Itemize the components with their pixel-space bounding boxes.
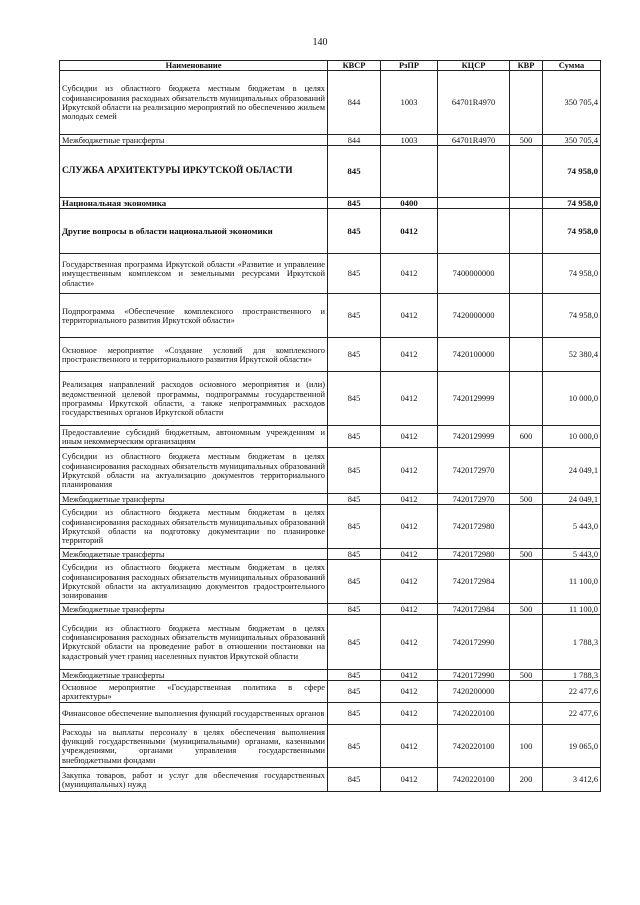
row-kvsr: 845 <box>328 725 381 768</box>
row-kcsr: 7420172980 <box>438 505 510 549</box>
row-sum: 10 000,0 <box>543 426 601 448</box>
row-sum: 10 000,0 <box>543 372 601 426</box>
row-rzpr: 0412 <box>381 560 438 604</box>
row-name: Субсидии из областного бюджета местным бюджетам в целях софинансирования расходных обязательств муниципальных образований Иркутской области на актуализацию документов территориального планирования <box>60 448 328 494</box>
row-kvr <box>510 448 543 494</box>
table-row <box>60 670 601 681</box>
table-row <box>60 71 601 135</box>
row-kvr <box>510 615 543 670</box>
row-sum: 74 958,0 <box>543 209 601 254</box>
page-number: 140 <box>312 37 328 48</box>
row-kvsr: 845 <box>328 703 381 725</box>
row-rzpr: 0412 <box>381 338 438 372</box>
row-sum: 5 443,0 <box>543 549 601 560</box>
row-kvr <box>510 703 543 725</box>
row-kvsr: 845 <box>328 615 381 670</box>
row-sum: 1 788,3 <box>543 615 601 670</box>
row-sum: 19 065,0 <box>543 725 601 768</box>
row-kcsr: 7420200000 <box>438 681 510 703</box>
table-row <box>60 615 601 670</box>
row-sum: 3 412,6 <box>543 768 601 792</box>
row-kvsr: 845 <box>328 209 381 254</box>
table-row <box>60 372 601 426</box>
row-name: Субсидии из областного бюджета местным бюджетам в целях софинансирования расходных обязательств муниципальных образований Иркутской области на подготовку документации по планировке территорий <box>60 505 328 549</box>
row-kcsr: 7420220100 <box>438 725 510 768</box>
row-kvr <box>510 198 543 209</box>
row-name: Межбюджетные трансферты <box>60 135 328 146</box>
row-kvr: 500 <box>510 670 543 681</box>
header-kvr: КВР <box>510 61 543 71</box>
row-rzpr: 0412 <box>381 703 438 725</box>
row-kvr <box>510 71 543 135</box>
row-rzpr: 0412 <box>381 681 438 703</box>
table-row <box>60 549 601 560</box>
row-kvr <box>510 209 543 254</box>
row-kvsr: 845 <box>328 604 381 615</box>
row-kcsr <box>438 146 510 198</box>
row-kvsr: 845 <box>328 372 381 426</box>
table-row <box>60 209 601 254</box>
row-rzpr: 1003 <box>381 135 438 146</box>
row-sum: 74 958,0 <box>543 146 601 198</box>
row-kcsr: 7420172990 <box>438 670 510 681</box>
table-row <box>60 294 601 338</box>
table-row <box>60 604 601 615</box>
row-rzpr: 0412 <box>381 604 438 615</box>
row-sum: 52 380,4 <box>543 338 601 372</box>
row-kcsr: 7420100000 <box>438 338 510 372</box>
table-row <box>60 338 601 372</box>
row-kvsr: 845 <box>328 294 381 338</box>
row-kvr: 200 <box>510 768 543 792</box>
header-kvsr: КВСР <box>328 61 381 71</box>
header-rzpr: РзПР <box>381 61 438 71</box>
row-name: СЛУЖБА АРХИТЕКТУРЫ ИРКУТСКОЙ ОБЛАСТИ <box>60 146 328 198</box>
row-kcsr: 7420220100 <box>438 768 510 792</box>
table-row <box>60 703 601 725</box>
row-kvsr: 845 <box>328 494 381 505</box>
table-row <box>60 198 601 209</box>
row-rzpr: 0412 <box>381 768 438 792</box>
row-name: Национальная экономика <box>60 198 328 209</box>
row-sum: 24 049,1 <box>543 448 601 494</box>
row-sum: 74 958,0 <box>543 254 601 294</box>
row-name: Подпрограмма «Обеспечение комплексного пространственного и территориального развития Иркутской области» <box>60 294 328 338</box>
row-name: Основное мероприятие «Государственная политика в сфере архитектуры» <box>60 681 328 703</box>
row-kcsr: 7420172980 <box>438 549 510 560</box>
row-sum: 74 958,0 <box>543 294 601 338</box>
row-rzpr: 0412 <box>381 615 438 670</box>
row-kvsr: 845 <box>328 560 381 604</box>
row-name: Реализация направлений расходов основного мероприятия и (или) ведомственной целевой программы, подпрограммы государственной программы Иркутской области, а также непрограммных расходов государственных органов Иркутской области <box>60 372 328 426</box>
table-row <box>60 505 601 549</box>
row-kcsr: 7420000000 <box>438 294 510 338</box>
table-row <box>60 725 601 768</box>
header-kcsr: КЦСР <box>438 61 510 71</box>
row-kcsr: 64701R4970 <box>438 135 510 146</box>
row-name: Финансовое обеспечение выполнения функций государственных органов <box>60 703 328 725</box>
row-kcsr: 7420129999 <box>438 426 510 448</box>
row-rzpr: 0412 <box>381 448 438 494</box>
row-kvr: 500 <box>510 549 543 560</box>
row-sum: 5 443,0 <box>543 505 601 549</box>
row-kvsr: 845 <box>328 681 381 703</box>
row-rzpr: 0412 <box>381 505 438 549</box>
table-row <box>60 135 601 146</box>
row-name: Субсидии из областного бюджета местным бюджетам в целях софинансирования расходных обязательств муниципальных образований Иркутской области на актуализацию документов градостроительного зонирования <box>60 560 328 604</box>
row-kvsr: 845 <box>328 768 381 792</box>
row-name: Предоставление субсидий бюджетным, автономным учреждениям и иным некоммерческим организациям <box>60 426 328 448</box>
row-rzpr: 0412 <box>381 494 438 505</box>
row-kvsr: 845 <box>328 254 381 294</box>
row-rzpr: 0412 <box>381 372 438 426</box>
row-kvsr: 845 <box>328 505 381 549</box>
row-sum: 350 705,4 <box>543 71 601 135</box>
row-kvsr: 845 <box>328 549 381 560</box>
row-rzpr <box>381 146 438 198</box>
table-row <box>60 681 601 703</box>
row-kcsr: 7420172970 <box>438 494 510 505</box>
row-name: Субсидии из областного бюджета местным бюджетам в целях софинансирования расходных обязательств муниципальных образований Иркутской области на проведение работ в отношении постановки на кадастровый учет границ населенных пунктов Иркутской области <box>60 615 328 670</box>
table-row <box>60 254 601 294</box>
row-kcsr: 7420172970 <box>438 448 510 494</box>
table-row <box>60 426 601 448</box>
row-name: Государственная программа Иркутской области «Развитие и управление имущественным комплексом и земельными ресурсами Иркутской области» <box>60 254 328 294</box>
row-kvr <box>510 681 543 703</box>
row-sum: 22 477,6 <box>543 681 601 703</box>
header-sum: Сумма <box>543 61 601 71</box>
row-rzpr: 0412 <box>381 209 438 254</box>
row-kvr <box>510 146 543 198</box>
row-sum: 1 788,3 <box>543 670 601 681</box>
row-name: Закупка товаров, работ и услуг для обеспечения государственных (муниципальных) нужд <box>60 768 328 792</box>
row-kvsr: 845 <box>328 146 381 198</box>
row-kcsr: 7400000000 <box>438 254 510 294</box>
table-row <box>60 146 601 198</box>
row-kvsr: 845 <box>328 198 381 209</box>
row-sum: 24 049,1 <box>543 494 601 505</box>
row-kvr: 500 <box>510 494 543 505</box>
row-kvsr: 845 <box>328 338 381 372</box>
row-rzpr: 0412 <box>381 426 438 448</box>
row-kvsr: 845 <box>328 670 381 681</box>
row-name: Межбюджетные трансферты <box>60 604 328 615</box>
row-sum: 11 100,0 <box>543 604 601 615</box>
row-sum: 350 705,4 <box>543 135 601 146</box>
row-sum: 74 958,0 <box>543 198 601 209</box>
header-name: Наименование <box>60 61 328 71</box>
row-kvr <box>510 560 543 604</box>
row-rzpr: 0400 <box>381 198 438 209</box>
table-row <box>60 448 601 494</box>
table-row <box>60 560 601 604</box>
table-row <box>60 768 601 792</box>
row-kvr: 500 <box>510 135 543 146</box>
row-kcsr <box>438 209 510 254</box>
row-name: Межбюджетные трансферты <box>60 670 328 681</box>
row-kcsr: 7420172984 <box>438 560 510 604</box>
row-name: Основное мероприятие «Создание условий для комплексного пространственного и территориального развития Иркутской области» <box>60 338 328 372</box>
row-name: Расходы на выплаты персоналу в целях обеспечения выполнения функций государственными (муниципальными) органами, казенными учреждениями, органами управления государственными внебюджетными фондами <box>60 725 328 768</box>
row-kvr: 500 <box>510 604 543 615</box>
row-kcsr <box>438 198 510 209</box>
row-kvr <box>510 505 543 549</box>
table-header-row <box>60 61 601 71</box>
budget-table <box>59 60 601 792</box>
row-sum: 22 477,6 <box>543 703 601 725</box>
row-sum: 11 100,0 <box>543 560 601 604</box>
row-kvsr: 844 <box>328 71 381 135</box>
row-kcsr: 7420129999 <box>438 372 510 426</box>
row-kvsr: 845 <box>328 448 381 494</box>
row-kcsr: 64701R4970 <box>438 71 510 135</box>
row-rzpr: 0412 <box>381 294 438 338</box>
row-kvsr: 844 <box>328 135 381 146</box>
row-kvr <box>510 372 543 426</box>
row-rzpr: 0412 <box>381 670 438 681</box>
row-kvr <box>510 254 543 294</box>
row-kvsr: 845 <box>328 426 381 448</box>
row-kcsr: 7420172984 <box>438 604 510 615</box>
row-kvr <box>510 338 543 372</box>
row-kvr: 100 <box>510 725 543 768</box>
row-rzpr: 0412 <box>381 254 438 294</box>
row-name: Межбюджетные трансферты <box>60 549 328 560</box>
table-row <box>60 494 601 505</box>
row-kcsr: 7420220100 <box>438 703 510 725</box>
row-kvr: 600 <box>510 426 543 448</box>
row-rzpr: 1003 <box>381 71 438 135</box>
row-kcsr: 7420172990 <box>438 615 510 670</box>
row-rzpr: 0412 <box>381 549 438 560</box>
row-rzpr: 0412 <box>381 725 438 768</box>
row-name: Другие вопросы в области национальной экономики <box>60 209 328 254</box>
row-name: Субсидии из областного бюджета местным бюджетам в целях софинансирования расходных обязательств муниципальных образований Иркутской области на реализацию мероприятий по обеспечению жильем молодых семей <box>60 71 328 135</box>
row-kvr <box>510 294 543 338</box>
row-name: Межбюджетные трансферты <box>60 494 328 505</box>
